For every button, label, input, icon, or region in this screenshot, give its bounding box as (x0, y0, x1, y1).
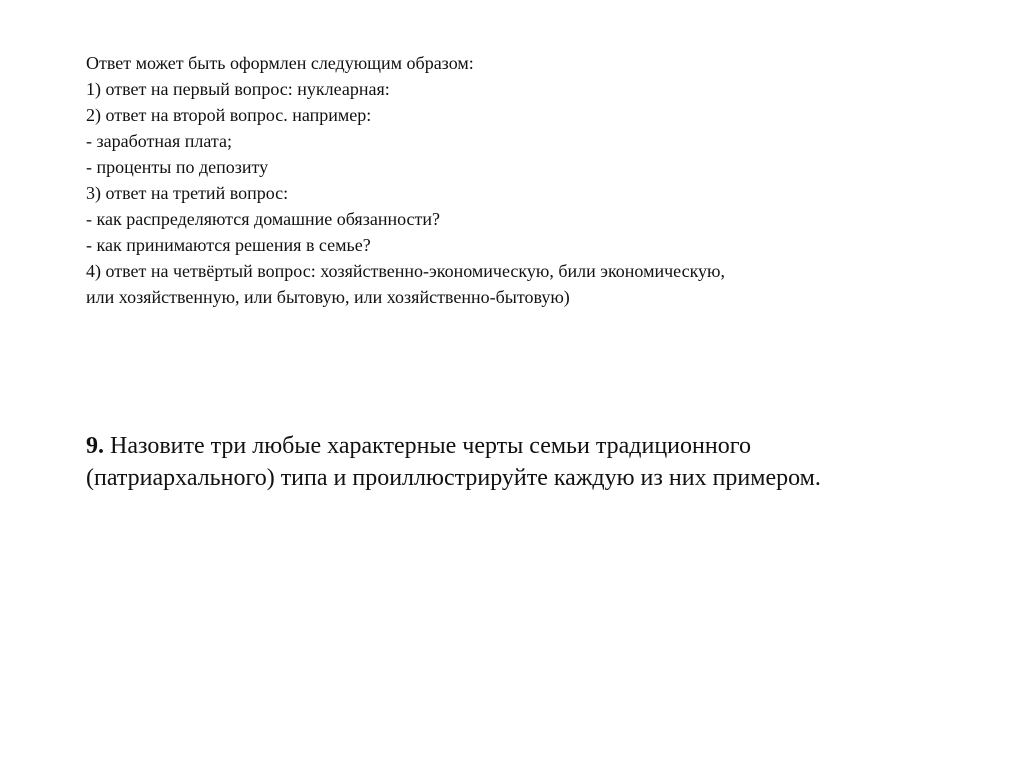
answer-line-2: 2) ответ на второй вопрос. например: (86, 105, 372, 125)
answer-intro-line: Ответ может быть оформлен следующим образом: (86, 53, 474, 73)
question-second-line: (патриархального) типа и проиллюстрируйте каждую из них примером. (86, 465, 821, 491)
question-text-part-1: Назовите три любые характерные черты семьи традиционного (104, 433, 751, 459)
answer-line-5: 3) ответ на третий вопрос: (86, 183, 289, 203)
answer-line-3: - заработная плата; (86, 131, 232, 151)
answer-line-9: или хозяйственную, или бытовую, или хозяйственно-бытовую) (86, 287, 570, 307)
answer-line-4: - проценты по депозиту (86, 157, 269, 177)
answer-line-7: - как принимаются решения в семье? (86, 235, 371, 255)
question-text-block (86, 430, 966, 494)
question-first-line (86, 430, 966, 462)
question-number: 9. (86, 433, 104, 459)
answer-line-8: 4) ответ на четвёртый вопрос: хозяйственно-экономическую, били экономическую, (86, 261, 726, 281)
answer-line-1: 1) ответ на первый вопрос: нуклеарная: (86, 79, 390, 99)
answer-text-block (86, 50, 986, 310)
answer-line-6: - как распределяются домашние обязанности? (86, 209, 441, 229)
